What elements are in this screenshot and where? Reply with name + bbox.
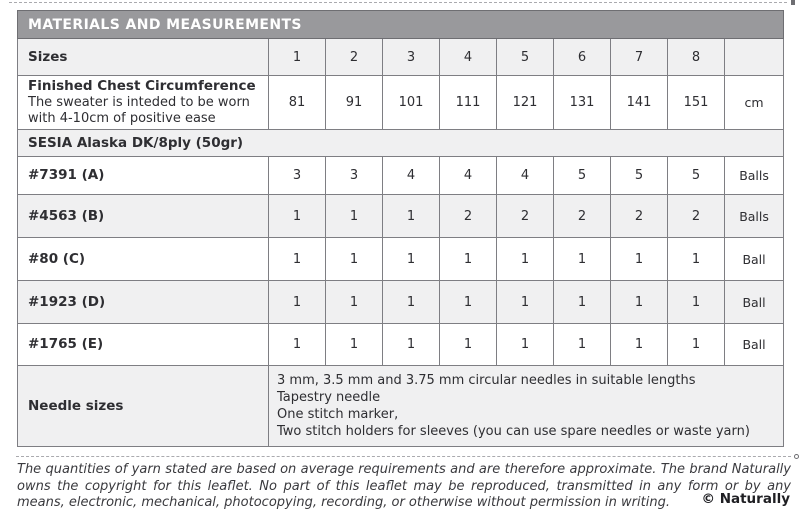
cell-yarn-a-size-8: 5 (668, 157, 725, 195)
materials-table (17, 10, 784, 447)
cell-yarn-d-size-8: 1 (668, 281, 725, 324)
cell-yarn-d-size-2: 1 (326, 281, 383, 324)
row-label-text: #4563 (B) (28, 207, 105, 224)
cell-chest-size-7: 141 (611, 76, 668, 130)
cell-yarn-a-size-5: 4 (497, 157, 554, 195)
row-label-needles: Needle sizes (18, 366, 269, 447)
cut-mark-icon (794, 454, 799, 459)
cell-yarn-a-size-1: 3 (269, 157, 326, 195)
row-sublabel-2: with 4-10cm of positive ease (28, 111, 216, 126)
cell-yarn-c-size-8: 1 (668, 238, 725, 281)
cell-yarn-e-unit: Ball (725, 324, 784, 366)
cell-yarn-e-size-2: 1 (326, 324, 383, 366)
cell-yarn-d-size-4: 1 (440, 281, 497, 324)
row-label-text: #1765 (E) (28, 336, 104, 352)
cell-sizes-size-5: 5 (497, 39, 554, 76)
cell-yarn-c-size-2: 1 (326, 238, 383, 281)
cell-yarn-b-size-2: 1 (326, 195, 383, 238)
cell-yarn-a-unit: Balls (725, 157, 784, 195)
cell-sizes-size-1: 1 (269, 39, 326, 76)
row-label-text: #7391 (A) (28, 167, 105, 183)
cell-yarn-c-size-6: 1 (554, 238, 611, 281)
copyright-footer (17, 462, 791, 509)
row-label-text: #1923 (D) (28, 293, 106, 310)
cell-yarn-d-size-5: 1 (497, 281, 554, 324)
cell-chest-size-4: 111 (440, 76, 497, 130)
cell-yarn-d-unit: Ball (725, 281, 784, 324)
cell-yarn-e-size-5: 1 (497, 324, 554, 366)
cell-sizes-unit (725, 39, 784, 76)
cell-yarn-c-size-4: 1 (440, 238, 497, 281)
row-label-yarn-d (18, 281, 269, 324)
cell-yarn-a-size-7: 5 (611, 157, 668, 195)
cell-yarn-a-size-3: 4 (383, 157, 440, 195)
copyright-text: The quantities of yarn stated are based on average requirements and are therefore approximate. The brand Naturally owns the copyright for this leaflet. No part of this leaflet may be reproduced, transmitted in any form or by any means, electronic, mechanical, photocopying, recording, or otherwise without permission in writing. (17, 462, 791, 509)
cell-yarn-b-unit: Balls (725, 195, 784, 238)
cell-sizes-size-6: 6 (554, 39, 611, 76)
cell-chest-size-8: 151 (668, 76, 725, 130)
row-label-yarn-c (18, 238, 269, 281)
cell-yarn-b-size-3: 1 (383, 195, 440, 238)
cell-chest-unit: cm (725, 76, 784, 130)
needle-line-2: Tapestry needle (277, 390, 381, 405)
cell-yarn-c-size-1: 1 (269, 238, 326, 281)
cell-yarn-a-size-6: 5 (554, 157, 611, 195)
needle-line-4: Two stitch holders for sleeves (you can use spare needles or waste yarn) (277, 424, 750, 439)
cell-yarn-c-size-7: 1 (611, 238, 668, 281)
cut-line-bottom (16, 456, 791, 457)
cell-yarn-e-size-1: 1 (269, 324, 326, 366)
cell-chest-size-1: 81 (269, 76, 326, 130)
row-label-chest (18, 76, 269, 130)
table-row-yarn-a (18, 157, 784, 195)
cell-sizes-size-4: 4 (440, 39, 497, 76)
table-row-yarn-e (18, 324, 784, 366)
row-label-yarn-a (18, 157, 269, 195)
row-label-yarn-e (18, 324, 269, 366)
row-label-text: #80 (C) (28, 250, 86, 267)
cell-sizes-size-7: 7 (611, 39, 668, 76)
row-label-yarn-b (18, 195, 269, 238)
cell-chest-size-3: 101 (383, 76, 440, 130)
cell-yarn-b-size-4: 2 (440, 195, 497, 238)
cell-yarn-d-size-1: 1 (269, 281, 326, 324)
cell-yarn-b-size-7: 2 (611, 195, 668, 238)
cut-mark-icon (791, 0, 795, 5)
cell-yarn-b-size-5: 2 (497, 195, 554, 238)
cell-sizes-size-3: 3 (383, 39, 440, 76)
cell-yarn-e-size-7: 1 (611, 324, 668, 366)
table-title: MATERIALS AND MEASUREMENTS (18, 11, 784, 39)
table-row-yarn-b (18, 195, 784, 238)
cell-yarn-e-size-6: 1 (554, 324, 611, 366)
row-label-text: Finished Chest Circumference (28, 78, 256, 94)
cell-chest-size-5: 121 (497, 76, 554, 130)
table-row-yarn-d (18, 281, 784, 324)
cell-yarn-b-size-8: 2 (668, 195, 725, 238)
table-row-chest (18, 76, 784, 130)
cell-sizes-size-2: 2 (326, 39, 383, 76)
needle-line-1: 3 mm, 3.5 mm and 3.75 mm circular needles in suitable lengths (277, 373, 696, 388)
cell-yarn-d-size-7: 1 (611, 281, 668, 324)
cell-yarn-c-size-3: 1 (383, 238, 440, 281)
cell-chest-size-2: 91 (326, 76, 383, 130)
table-header-row (18, 11, 784, 39)
cell-yarn-d-size-3: 1 (383, 281, 440, 324)
cell-yarn-e-size-8: 1 (668, 324, 725, 366)
cell-yarn-b-size-6: 2 (554, 195, 611, 238)
needle-line-3: One stitch marker, (277, 407, 399, 422)
cell-yarn-c-size-5: 1 (497, 238, 554, 281)
table-row-needles (18, 366, 784, 447)
cell-yarn-d-size-6: 1 (554, 281, 611, 324)
cell-yarn-a-size-2: 3 (326, 157, 383, 195)
brand-signature: © Naturally (701, 491, 790, 507)
table-row-yarn-c (18, 238, 784, 281)
cut-line-top (9, 2, 787, 3)
cell-yarn-a-size-4: 4 (440, 157, 497, 195)
row-label-yarn-brand: SESIA Alaska DK/8ply (50gr) (18, 130, 784, 157)
row-label-text: Sizes (28, 48, 68, 65)
table-row-sizes (18, 39, 784, 76)
cell-chest-size-6: 131 (554, 76, 611, 130)
table-row-yarn-brand (18, 130, 784, 157)
cell-yarn-b-size-1: 1 (269, 195, 326, 238)
cell-yarn-e-size-3: 1 (383, 324, 440, 366)
cell-yarn-e-size-4: 1 (440, 324, 497, 366)
cell-sizes-size-8: 8 (668, 39, 725, 76)
cell-yarn-c-unit: Ball (725, 238, 784, 281)
row-label-sizes (18, 39, 269, 76)
row-detail-needles (269, 366, 784, 447)
row-sublabel-1: The sweater is inteded to be worn (28, 95, 250, 110)
